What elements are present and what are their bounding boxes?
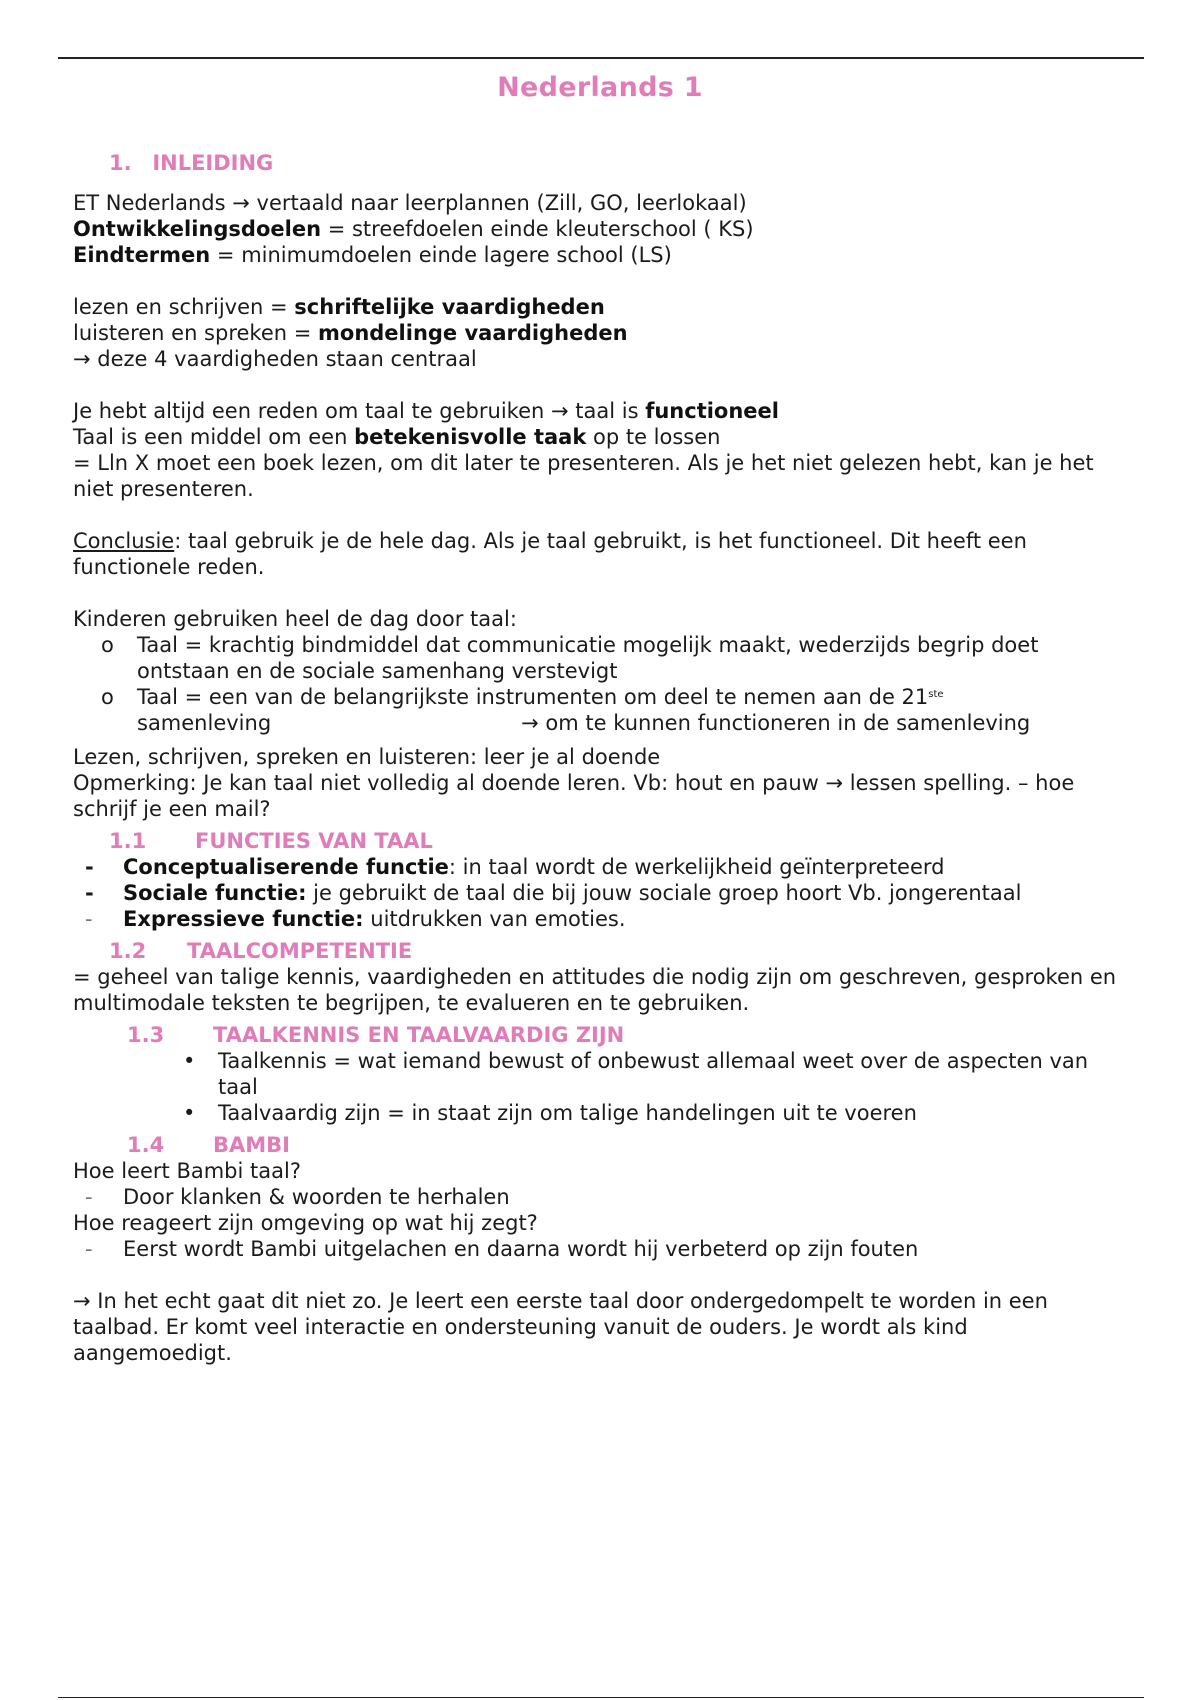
kids-intro: Kinderen gebruiken heel de dag door taal: <box>73 607 517 631</box>
intro-line-5: luisteren en spreken = mondelinge vaardigheden <box>73 321 628 345</box>
intro-line-7: Je hebt altijd een reden om taal te gebruiken → taal is functioneel <box>73 399 779 423</box>
list-item: • Taalvaardig zijn = in staat zijn om talige handelingen uit te voeren <box>183 1101 917 1125</box>
list-item: o Taal = een van de belangrijkste instrumenten om deel te nemen aan de 21ste samenleving → om te kunnen functioneren in de samenleving <box>101 685 1031 735</box>
heading-text: BAMBI <box>213 1133 290 1157</box>
heading-text: TAALCOMPETENTIE <box>187 939 413 963</box>
intro-line-4: lezen en schrijven = schriftelijke vaardigheden <box>73 295 605 319</box>
heading-number: 1.3 <box>127 1023 165 1047</box>
document-body <box>73 150 1133 1366</box>
bambi-answer-list-1 <box>73 1184 1133 1210</box>
heading-inleiding <box>73 150 1133 176</box>
list-item: • Taalkennis = wat iemand bewust of onbewust allemaal weet over de aspecten van taal <box>183 1049 1089 1099</box>
heading-number: 1.1 <box>109 829 147 853</box>
heading-taalcompetentie <box>73 938 1133 964</box>
top-rule <box>58 57 1144 59</box>
intro-line-6: → deze 4 vaardigheden staan centraal <box>73 347 477 371</box>
opmerking-line: Opmerking: Je kan taal niet volledig al doende leren. Vb: hout en pauw → lessen spelling. – hoe schrijf je een mail? <box>73 771 1075 821</box>
list-item: - Expressieve functie: uitdrukken van emoties. <box>85 907 626 931</box>
intro-line-9: = Lln X moet een boek lezen, om dit later te presenteren. Als je het niet gelezen hebt, kan je het niet presenteren. <box>73 451 1094 501</box>
bambi-conclusion: → In het echt gaat dit niet zo. Je leert een eerste taal door ondergedompelt te worden in een taalbad. Er komt veel interactie en ondersteuning vanuit de ouders. Je wordt als kind aangemoedigt. <box>73 1289 1048 1365</box>
list-item: - Conceptualiserende functie: in taal wordt de werkelijkheid geïnterpreteerd <box>85 855 945 879</box>
intro-line-3: Eindtermen = minimumdoelen einde lagere school (LS) <box>73 243 672 267</box>
intro-line-8: Taal is een middel om een betekenisvolle taak op te lossen <box>73 425 721 449</box>
competentie-text: = geheel van talige kennis, vaardigheden en attitudes die nodig zijn om geschreven, gesproken en multimodale teksten te begrijpen, te evalueren en te gebruiken. <box>73 965 1117 1015</box>
heading-number: 1.2 <box>109 939 147 963</box>
heading-taalkennis <box>73 1022 1133 1048</box>
taalkennis-list <box>73 1048 1133 1126</box>
heading-number: 1.4 <box>127 1133 165 1157</box>
list-item: - Door klanken & woorden te herhalen <box>85 1185 510 1209</box>
intro-line-1: ET Nederlands → vertaald naar leerplannen (Zill, GO, leerlokaal) <box>73 191 747 215</box>
intro-line-2: Ontwikkelingsdoelen = streefdoelen einde kleuterschool ( KS) <box>73 217 754 241</box>
bottom-rule <box>58 1697 1144 1698</box>
heading-text: INLEIDING <box>152 151 274 175</box>
taal-list <box>73 632 1133 736</box>
page-title: Nederlands 1 <box>497 72 703 103</box>
heading-text: TAALKENNIS EN TAALVAARDIG ZIJN <box>213 1023 625 1047</box>
list-item: - Sociale functie: je gebruikt de taal die bij jouw sociale groep hoort Vb. jongerentaal <box>85 881 1022 905</box>
heading-text: FUNCTIES VAN TAAL <box>195 829 433 853</box>
conclusion-paragraph: Conclusie: taal gebruik je de hele dag. Als je taal gebruikt, is het functioneel. Dit heeft een functionele reden. <box>73 529 1027 579</box>
heading-bambi <box>73 1132 1133 1158</box>
bambi-question-2: Hoe reageert zijn omgeving op wat hij zegt? <box>73 1211 538 1235</box>
functies-list <box>73 854 1133 932</box>
heading-functies <box>73 828 1133 854</box>
bambi-answer-list-2 <box>73 1236 1133 1262</box>
lezen-line: Lezen, schrijven, spreken en luisteren: leer je al doende <box>73 745 661 769</box>
heading-number: 1. <box>109 151 132 175</box>
list-item: o Taal = krachtig bindmiddel dat communicatie mogelijk maakt, wederzijds begrip doet ontstaan en de sociale samenhang verstevigt <box>101 633 1039 683</box>
list-item: - Eerst wordt Bambi uitgelachen en daarna wordt hij verbeterd op zijn fouten <box>85 1237 919 1261</box>
bambi-question-1: Hoe leert Bambi taal? <box>73 1159 301 1183</box>
